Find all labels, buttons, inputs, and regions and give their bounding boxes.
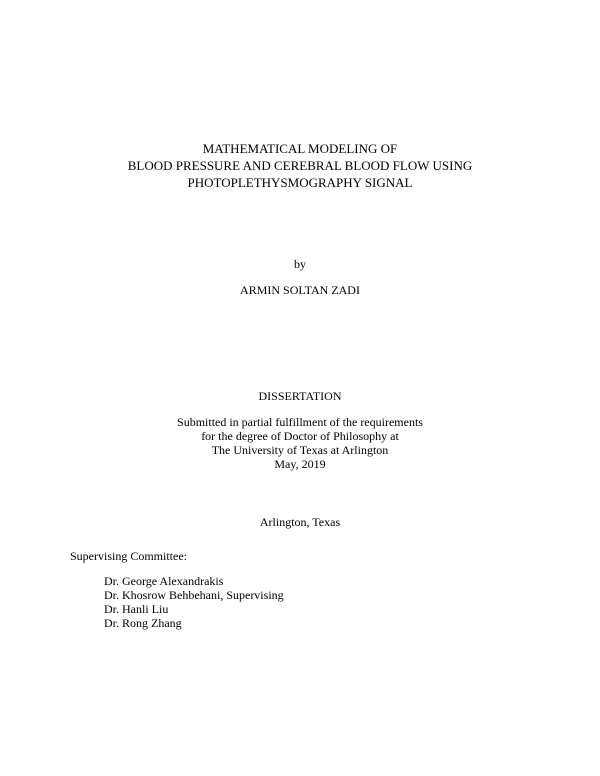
committee-label: Supervising Committee:	[70, 549, 187, 563]
committee-member: Dr. Hanli Liu	[104, 602, 169, 616]
place: Arlington, Texas	[259, 515, 341, 529]
document-type: DISSERTATION	[258, 389, 342, 403]
title-line: PHOTOPLETHYSMOGRAPHY SIGNAL	[187, 175, 413, 190]
author-name: ARMIN SOLTAN ZADI	[240, 283, 360, 297]
dissertation-title	[0, 140, 600, 191]
committee-list	[104, 574, 284, 630]
committee-member: Dr. Khosrow Behbehani, Supervising	[104, 588, 284, 602]
by-text: by	[294, 257, 306, 271]
submission-statement	[0, 415, 600, 471]
submission-line: Submitted in partial fulfillment of the requirements	[177, 415, 423, 429]
title-line: MATHEMATICAL MODELING OF	[202, 141, 398, 156]
committee-member: Dr. George Alexandrakis	[104, 574, 224, 588]
title-line: BLOOD PRESSURE AND CEREBRAL BLOOD FLOW USING	[127, 158, 473, 173]
submission-date: May, 2019	[274, 457, 326, 471]
submission-line: for the degree of Doctor of Philosophy at	[201, 429, 399, 443]
committee-member: Dr. Rong Zhang	[104, 616, 182, 630]
submission-line: The University of Texas at Arlington	[211, 443, 389, 457]
